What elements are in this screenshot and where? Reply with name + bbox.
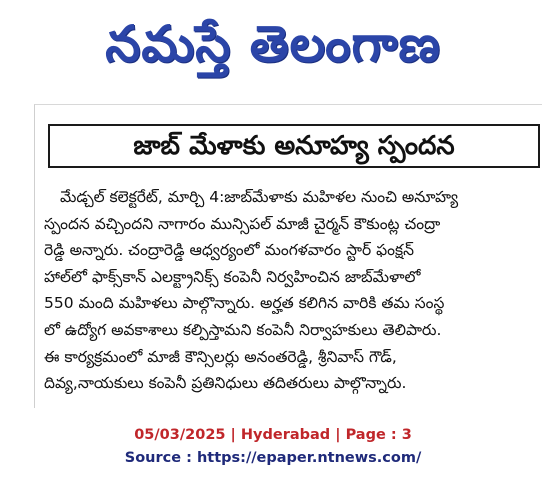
article-line: దివ్య,నాయకులు కంపెనీ ప్రతినిధులు తదితరులు పాల్గొన్నారు. bbox=[44, 374, 407, 393]
masthead bbox=[0, 0, 546, 88]
headline-box bbox=[48, 124, 540, 168]
article-line: ఈ కార్యక్రమంలో మాజీ కౌన్సిలర్లు అనంతరెడ్డి, శ్రీనివాస్ గౌడ్, bbox=[44, 347, 397, 366]
article-line: 550 మంది మహిళలు పాల్గొన్నారు. అర్హత కలిగిన వారికి తమ సంస్థ bbox=[44, 294, 445, 313]
article-line: రెడ్డి అన్నారు. చంద్రారెడ్డి ఆధ్వర్యంలో మంగళవారం స్టార్ ఫంక్షన్ bbox=[44, 241, 414, 260]
article-headline: జాబ్ మేళాకు అనూహ్య స్పందన bbox=[133, 131, 455, 161]
publication-meta: 05/03/2025 | Hyderabad | Page : 3 bbox=[134, 427, 412, 443]
article-line: హాల్‌లో ఫాక్స్‌కాన్ ఎలక్ట్రానిక్స్ కంపెనీ నిర్వహించిన జాబ్‌మేళాలో bbox=[44, 267, 421, 286]
newspaper-logo: నమస్తే తెలంగాణ bbox=[105, 15, 441, 73]
article-line: లో ఉద్యోగ అవకాశాలు కల్పిస్తామని కంపెనీ నిర్వాహకులు తెలిపారు. bbox=[44, 320, 442, 339]
article-body bbox=[44, 184, 526, 397]
source-link[interactable]: Source : https://epaper.ntnews.com/ bbox=[124, 450, 422, 466]
article-line: స్పందన వచ్చిందని నాగారం మున్సిపల్ మాజీ చైర్మన్ కౌకుంట్ల చంద్రా bbox=[44, 214, 441, 233]
article-line: మేడ్చల్ కలెక్టరేట్, మార్చి 4:జాబ్‌మేళాకు మహిళల నుంచి అనూహ్య bbox=[60, 188, 459, 206]
